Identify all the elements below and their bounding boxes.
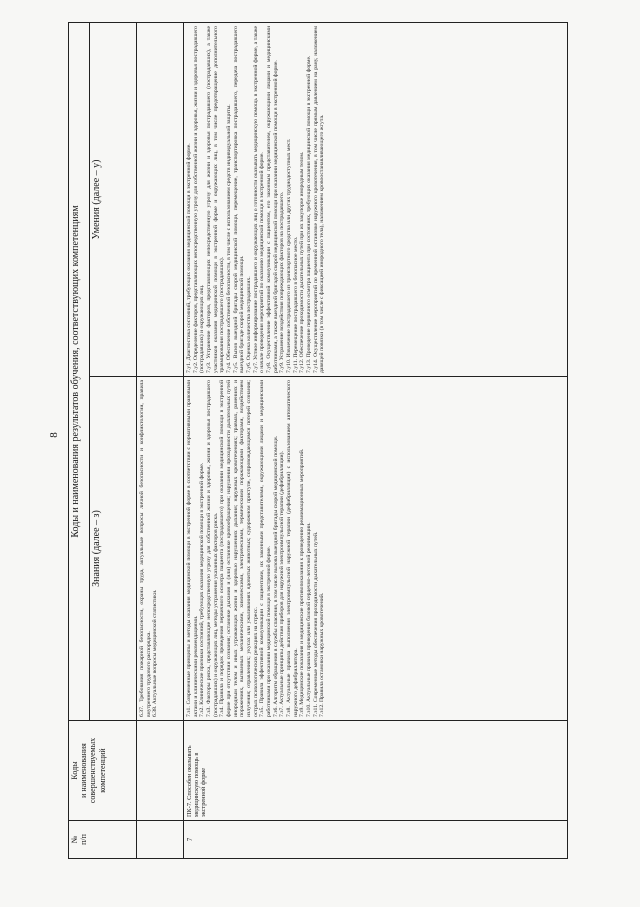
knowledge-item: 6.38. Актуальные вопросы медицинской статистики.: [152, 589, 159, 717]
table-row-continuation: [137, 22, 184, 858]
header-competency-codes: Коды и наименования совершенствуемых компетенций: [69, 721, 137, 821]
page-number: 8: [48, 432, 60, 438]
skill-item: 7.у8. Осуществление эффективной коммуникации с пациентом, его законным представителем, окружающими лицами и медицинскими работниками, а также выездной бригадой скорой медицинской помощи при оказании медицинской помощи в экстренной форме.: [266, 25, 279, 373]
rotated-page-content: [48, 23, 568, 859]
skill-item: 7.у9. Устранение воздействия повреждающих факторов на пострадавшего.: [279, 191, 286, 373]
skills-cell: [184, 22, 568, 376]
knowledge-item: 7.з1. Современные принципы и методы оказания медицинской помощи в экстренной форме в соответствии с нормативными правовыми актами и клиническими рекомендациями.: [186, 380, 199, 717]
header-learning-results: Коды и наименования результатов обучения, соответствующих компетенциям: [69, 22, 90, 720]
skill-item: 7.у11. Перемещение пострадавшего в безопасное место.: [292, 236, 299, 373]
row-number: 7: [184, 821, 568, 859]
knowledge-continuation-cell: [137, 377, 184, 721]
knowledge-item: 6.37. Требования пожарной безопасности, охраны труда, актуальные вопросы личной безопасности и конфликтологии, правила внутреннего трудового распорядка.: [139, 380, 152, 717]
table-row-7: [184, 22, 568, 858]
knowledge-item: 7.з9. Медицинские показания и медицинские противопоказания к проведению реанимационных мероприятий.: [299, 448, 306, 717]
table-header-row-1: [69, 22, 90, 858]
skill-item: 7.у14. Осуществление мероприятий по временной остановке наружного кровотечения, в том числе прямым давлением на рану, наложением давящей повязки (в том числе с фиксацией инородного тела), наложением кровоостанавливающего жгута.: [312, 25, 326, 373]
skill-item: 7.у5. Вызов выездной бригады скорой медицинской помощи, перемещение, транспортировка пострадавшего, передача пострадавшего выездной бригаде скорой медицинской помощи.: [232, 25, 246, 373]
skill-item: 7.у7. Устное информирование пострадавшего и окружающих лиц о готовности оказывать медицинскую помощь в экстренной форме, а также о начале проведения мероприятий по оказанию медицинской помощи в экстренной форме.: [252, 25, 266, 373]
skill-item: 7.у3. Устранение факторов, представляющих непосредственную угрозу для жизни и здоровья пострадавшего (пострадавших), а также участников оказания медицинской помощи в экстренной форме и окружающих лиц, в том числе предотвращение дополнительного травмирования пострадавшего (пострадавших).: [206, 25, 226, 373]
knowledge-item: 7.з11. Современные методы обеспечения проходимости дыхательных путей.: [312, 531, 319, 717]
knowledge-item: 7.з10. Актуальные правила проведения базовой сердечно-легочной реанимации.: [306, 522, 313, 717]
skill-item: 7.у1. Диагностика состояний, требующих оказания медицинской помощи в экстренной форме.: [186, 143, 192, 373]
competency-table: [68, 22, 568, 859]
header-knowledge: Знания (далее – з): [90, 377, 137, 721]
competency-cell: [184, 721, 568, 821]
knowledge-item: 7.з8. Актуальные правила выполнения электроимпульсной наружной терапии (дефибрилляции) с использованием автоматического наружного дефибриллятора.: [286, 380, 299, 717]
skill-item: 7.у6. Оценка количества пострадавших.: [246, 276, 253, 373]
knowledge-cell: [184, 377, 568, 721]
knowledge-item: 7.з12. Правила остановки наружных кровотечений.: [319, 592, 326, 717]
competency-name: ПК-7. Способен оказывать медицинскую помощь в экстренной форме: [186, 745, 208, 817]
header-number: № п/п: [69, 821, 137, 859]
skill-item: 7.у13. Проведение первичного осмотра пациента при состояниях, требующих оказания медицинской помощи в экстренной форме.: [306, 55, 313, 373]
skill-item: 7.у10. Извлечение пострадавшего из транспортного средства или других труднодоступных мест.: [286, 138, 293, 373]
knowledge-item: 7.з3. Факторы риска, представляющие непосредственную угрозу для собственной жизни и здоровья, жизни и здоровья пострадавшего (пострадавших) и окружающих лиц, методы устранения указанных факторов риска.: [206, 380, 219, 717]
knowledge-item: 7.з5. Правила эффективной коммуникации с пациентами, их законными представителями, окружающими лицами и медицинскими работниками при оказании медицинской помощи в экстренной форме.: [259, 380, 273, 717]
knowledge-item: 7.з2. Клинические признаки состояний, требующих оказания медицинской помощи в экстренной форме.: [199, 462, 206, 717]
knowledge-item: 7.з4. Правила и порядок проведения первичного осмотра пациента (пострадавшего) при оказании медицинской помощи в экстренной форме при отсутствии сознания; остановке дыхания и (или) остановке кровообращения; нарушении проходимости дыхательных путей инородным телом и иных угрожающих жизни и здоровью нарушениях дыхания; наружных кровотечениях; травмах, ранениях и поражениях, вызванных механическими, химическими, электрическими, термическими поражающими факторами, воздействием излучения; отравлениях; укусах или ужаливаниях ядовитых животных; судорожном приступе, сопровождающимся потерей сознания; острых психологических реакциях на стресс.: [219, 380, 259, 717]
knowledge-item: 7.з6. Алгоритм обращения в службы спасения, в том числе вызова выездной бригады скорой медицинской помощи.: [272, 435, 279, 717]
skill-item: 7.у4. Обеспечение собственной безопасности, в том числе с использованием средств индивидуальной защиты.: [226, 104, 233, 373]
header-skills: Умения (далее – у): [90, 22, 137, 376]
knowledge-item: 7.з7. Актуальные принципы действия приборов для наружной электроимпульсной терапии (дефибрилляции).: [279, 451, 286, 717]
skill-item: 7.у12. Обеспечение проходимости дыхательных путей при их закупорке инородным телом.: [299, 151, 306, 373]
skill-item: 7.у2. Определение факторов, представляющих непосредственную угрозу для собственной жизни и здоровья, жизни и здоровья пострадавшего (пострадавших) и окружающих лиц.: [192, 25, 206, 373]
